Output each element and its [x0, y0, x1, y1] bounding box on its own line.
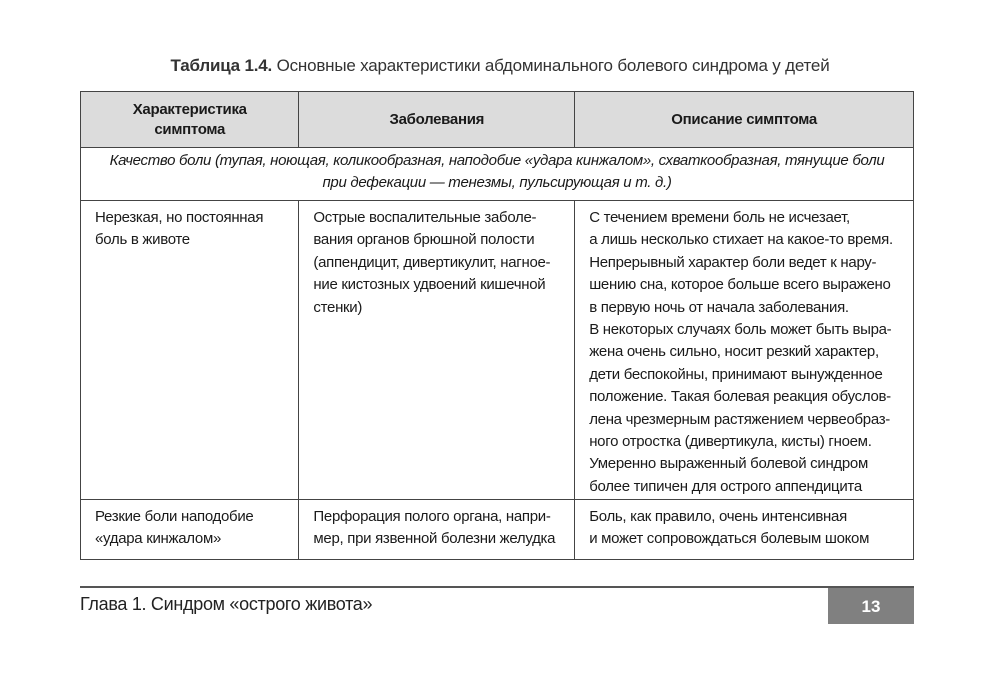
- cell-line: Острые воспалительные заболе-: [313, 209, 537, 226]
- table-row: [81, 500, 914, 560]
- cell-line: дети беспокойны, принимают вынужденное: [589, 365, 883, 383]
- table-row: [81, 201, 914, 500]
- cell-line: ние кистозных удвоений кишечной: [313, 276, 546, 294]
- footer-divider: [80, 586, 914, 588]
- cell-line: вания органов брюшной полости: [313, 231, 535, 249]
- cell-line: В некоторых случаях боль может быть выра-: [589, 321, 892, 339]
- cell-line: Боль, как правило, очень интенсивная: [589, 508, 847, 525]
- cell-line: Умеренно выраженный болевой синдром: [589, 455, 868, 473]
- table-caption-text: Основные характеристики абдоминального болевого синдрома у детей: [276, 56, 830, 75]
- page-number: 13: [828, 588, 914, 624]
- cell-line: в первую ночь от начала заболевания.: [589, 298, 849, 316]
- cell-line: Резкие боли наподобие: [95, 508, 254, 525]
- cell-line: (аппендицит, дивертикулит, нагное-: [313, 253, 551, 271]
- cell-line: «удара кинжалом»: [95, 530, 222, 548]
- cell-line: положение. Такая болевая реакция обуслов-: [589, 388, 891, 406]
- cell-line: Нерезкая, но постоянная: [95, 209, 264, 226]
- characteristic-cell: [81, 201, 299, 500]
- cell-line: мер, при язвенной болезни желудка: [313, 530, 556, 548]
- cell-line: жена очень сильно, носит резкий характер,: [589, 343, 879, 361]
- header-description: Описание симптома: [575, 92, 914, 148]
- table-header-row: [81, 92, 914, 148]
- cell-line: лена чрезмерным растяжением червеобраз-: [589, 410, 890, 428]
- section-cell: [81, 148, 914, 201]
- description-cell: [575, 201, 914, 500]
- section-row: [81, 148, 914, 201]
- cell-line: Перфорация полого органа, напри-: [313, 508, 551, 525]
- section-line: Качество боли (тупая, ноющая, коликообразная, наподобие «удара кинжалом», схваткообразная, тянущие боли: [109, 152, 885, 169]
- header-characteristic-line: симптома: [154, 120, 226, 138]
- cell-line: С течением времени боль не исчезает,: [589, 209, 850, 226]
- section-line: при дефекации — тенезмы, пульсирующая и т. д.): [322, 174, 672, 192]
- table-caption: [0, 56, 1000, 76]
- cell-line: ного отростка (дивертикула, кисты) гноем.: [589, 433, 872, 451]
- cell-line: более типичен для острого аппендицита: [589, 477, 862, 495]
- characteristic-cell: [81, 500, 299, 560]
- description-cell: [575, 500, 914, 560]
- cell-line: шению сна, которое больше всего выражено: [589, 276, 891, 294]
- chapter-title: Глава 1. Синдром «острого живота»: [80, 594, 373, 614]
- symptom-table: [80, 91, 914, 560]
- header-characteristic-line: Характеристика: [132, 100, 247, 118]
- cell-line: и может сопровождаться болевым шоком: [589, 530, 870, 548]
- cell-line: а лишь несколько стихает на какое-то время.: [589, 231, 893, 249]
- header-characteristic: [81, 92, 299, 148]
- diseases-cell: [299, 500, 575, 560]
- header-diseases: Заболевания: [299, 92, 575, 148]
- diseases-cell: [299, 201, 575, 500]
- cell-line: стенки): [313, 298, 363, 316]
- cell-line: Непрерывный характер боли ведет к нару-: [589, 253, 877, 271]
- table-caption-label: Таблица 1.4.: [170, 56, 273, 75]
- cell-line: боль в животе: [95, 231, 190, 249]
